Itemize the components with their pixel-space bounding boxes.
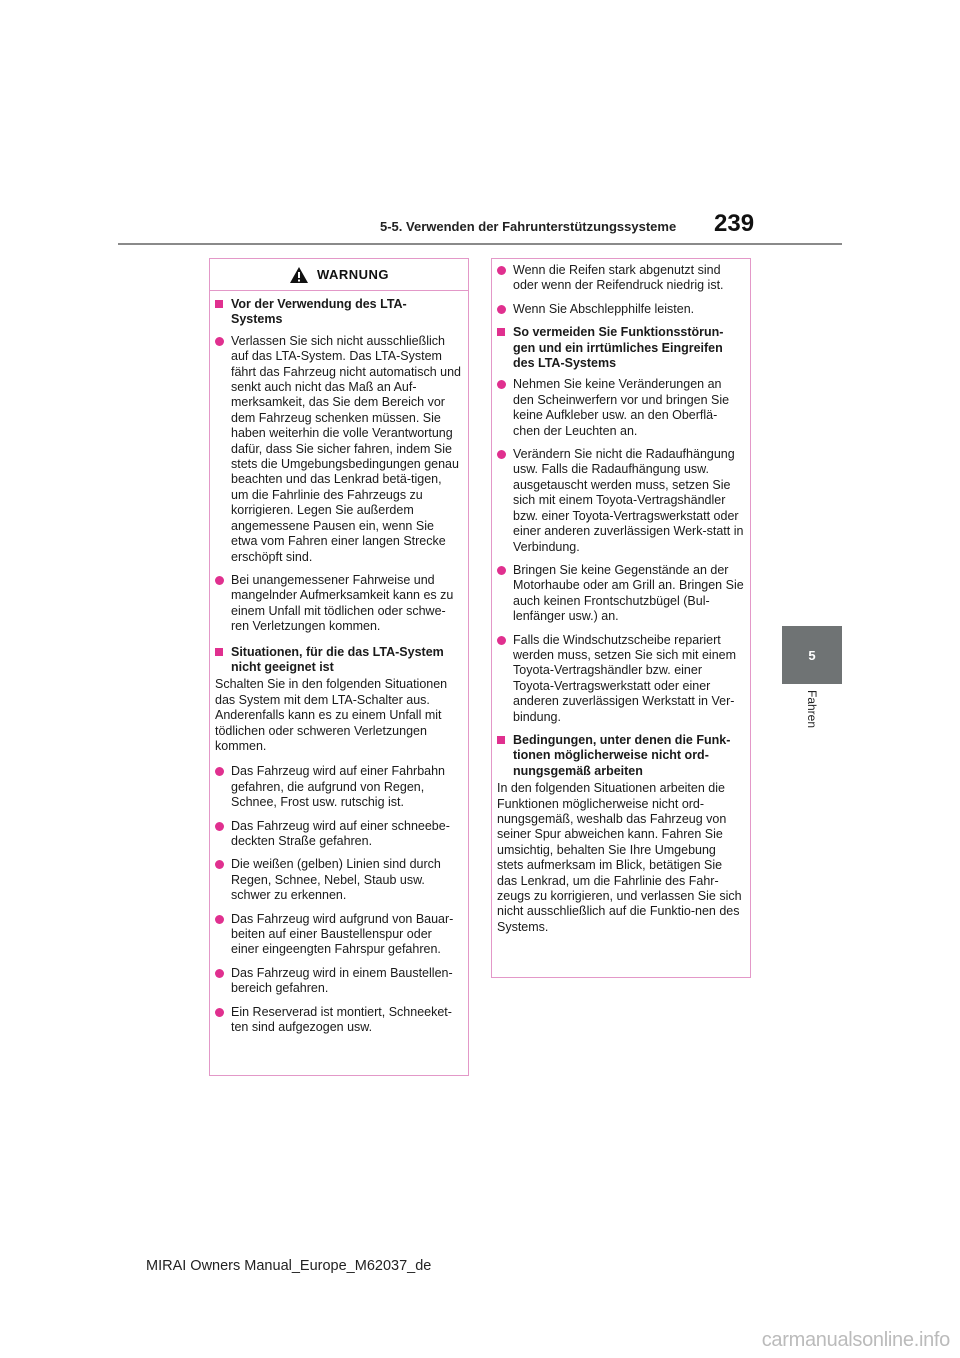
list-item-text: Das Fahrzeug wird auf einer schneebe-deckten Straße gefahren. (231, 818, 450, 848)
round-bullet-icon (215, 576, 224, 585)
list-item (497, 633, 744, 725)
list-item (497, 563, 744, 625)
square-bullet-icon (497, 328, 505, 336)
watermark: carmanualsonline.info (761, 1329, 950, 1351)
manual-title: MIRAI Owners Manual_Europe_M62037_de (146, 1258, 432, 1274)
section-title: 5-5. Verwenden der Fahrunterstützungssysteme (380, 219, 677, 234)
square-bullet-icon (497, 736, 505, 744)
round-bullet-icon (215, 767, 224, 776)
warning-header (210, 259, 468, 291)
warning-box-right (491, 258, 751, 978)
heading-text: Bedingungen, unter denen die Funk-tionen möglicherweise nicht ord-nungsgemäß arbeiten (513, 732, 731, 778)
round-bullet-icon (215, 822, 224, 831)
page-number: 239 (714, 210, 755, 237)
list-item-text: Das Fahrzeug wird aufgrund von Bauar-beiten auf einer Baustellenspur oder einer eingeengten Fahrspur gefahren. (231, 911, 454, 957)
list-item-text: Bringen Sie keine Gegenstände an der Motorhaube oder am Grill an. Bringen Sie auch keinen Frontschutzbügel (Bul-lenfänger usw.) an. (513, 562, 744, 624)
chapter-tab (782, 626, 842, 684)
round-bullet-icon (215, 915, 224, 924)
warning-triangle-icon (289, 266, 309, 284)
chapter-label: Fahren (805, 690, 819, 729)
round-bullet-icon (497, 450, 506, 459)
heading-text: So vermeiden Sie Funktionsstörun-gen und ein irrtümliches Eingreifen des LTA-Systems (513, 325, 724, 371)
round-bullet-icon (497, 566, 506, 575)
list-item (215, 764, 462, 810)
list-item (497, 377, 744, 439)
round-bullet-icon (497, 305, 506, 314)
list-item-text: Wenn die Reifen stark abgenutzt sind oder wenn der Reifendruck niedrig ist. (513, 263, 724, 293)
list-item (215, 819, 462, 850)
paragraph: In den folgenden Situationen arbeiten die Funktionen möglicherweise nicht ord-nungsgemäß, weshalb das Fahrzeug von seiner Spur abweichen kann. Fahren Sie umsichtig, behalten Sie Ihre Umgebung stets aufmerksam im Blick, betätigen Sie das Lenkrad, um die Fahrlinie des Fahr-zeugs zu korrigieren, und verlassen Sie sich nicht ausschließlich auf die Funktio-nen des Systems. (497, 781, 742, 934)
warning-box-left (209, 258, 469, 1076)
list-item-text: Die weißen (gelben) Linien sind durch Regen, Schnee, Nebel, Staub usw. schwer zu erkennen. (231, 857, 441, 903)
section-heading (497, 325, 744, 371)
list-item (215, 857, 462, 903)
warning-label: WARNUNG (316, 267, 390, 282)
round-bullet-icon (497, 266, 506, 275)
round-bullet-icon (215, 1008, 224, 1017)
list-item-text: Das Fahrzeug wird auf einer Fahrbahn gefahren, die aufgrund von Regen, Schnee, Frost usw. rutschig ist. (231, 764, 446, 810)
list-item-text: Das Fahrzeug wird in einem Baustellen-bereich gefahren. (231, 965, 453, 996)
list-item-text: Ein Reserverad ist montiert, Schneeket-ten sind aufgezogen usw. (231, 1004, 452, 1035)
round-bullet-icon (215, 860, 224, 869)
list-item (215, 966, 462, 997)
list-item-text: Bei unangemessener Fahrweise und mangelnder Aufmerksamkeit kann es zu einem Unfall mit tödlichen oder schwe-ren Verletzungen kommen. (231, 572, 454, 634)
square-bullet-icon (215, 648, 223, 656)
section-heading (497, 733, 744, 779)
list-item (215, 334, 462, 565)
list-item-text: Verändern Sie nicht die Radaufhängung usw. Falls die Radaufhängung usw. ausgetauscht werden muss, setzen Sie sich mit einem Toyota-Vertragshändler bzw. einer Toyota-Vertragswerkstatt oder einer anderen zuverlässigen Werk-statt in Verbindung. (513, 447, 744, 554)
round-bullet-icon (215, 969, 224, 978)
list-item (497, 447, 744, 555)
list-item (215, 1005, 462, 1036)
list-item (215, 912, 462, 958)
round-bullet-icon (497, 636, 506, 645)
square-bullet-icon (215, 300, 223, 308)
section-heading (215, 645, 462, 676)
list-item-text: Verlassen Sie sich nicht ausschließlich auf das LTA-System. Das LTA-System fährt das Fahrzeug nicht automatisch und senkt auch nicht das Maß an Auf-merksamkeit, das Sie dem Bereich vor dem Fahrzeug schenken müssen. Sie haben weiterhin die volle Verantwortung dafür, dass Sie sicher fahren, indem Sie stets die Umgebungsbedingungen genau beachten und das Lenkrad betä-tigen, um die Fahrlinie des Fahrzeugs zu korrigieren. Legen Sie außerdem angemessene Pausen ein, wenn Sie etwa vom Fahren einer langen Strecke erschöpft sind. (231, 333, 461, 564)
paragraph: Schalten Sie in den folgenden Situationen das System mit dem LTA-Schalter aus. Anderenfalls kann es zu einem Unfall mit tödlichen oder schweren Verletzungen kommen. (215, 677, 448, 753)
list-item (215, 573, 462, 635)
list-item (497, 302, 744, 317)
list-item (497, 263, 744, 294)
heading-text: Situationen, für die das LTA-System nicht geeignet ist (231, 644, 444, 674)
section-heading (215, 297, 462, 328)
round-bullet-icon (497, 380, 506, 389)
list-item-text: Wenn Sie Abschlepphilfe leisten. (513, 301, 695, 316)
heading-text: Vor der Verwendung des LTA- Systems (231, 297, 407, 327)
chapter-number: 5 (808, 647, 816, 663)
warning-body (492, 259, 750, 935)
warning-body (210, 291, 468, 1035)
header-divider (118, 243, 842, 245)
list-item-text: Falls die Windschutzscheibe repariert werden muss, setzen Sie sich mit einem Toyota-Vertragshändler bzw. einer Toyota-Vertragswerkstatt oder einer anderen zuverlässigen Werkstatt in Ver-bindung. (513, 632, 737, 724)
round-bullet-icon (215, 337, 224, 346)
list-item-text: Nehmen Sie keine Veränderungen an den Scheinwerfern vor und bringen Sie keine Aufkleber usw. an den Oberflä-chen der Leuchten an. (513, 377, 730, 438)
